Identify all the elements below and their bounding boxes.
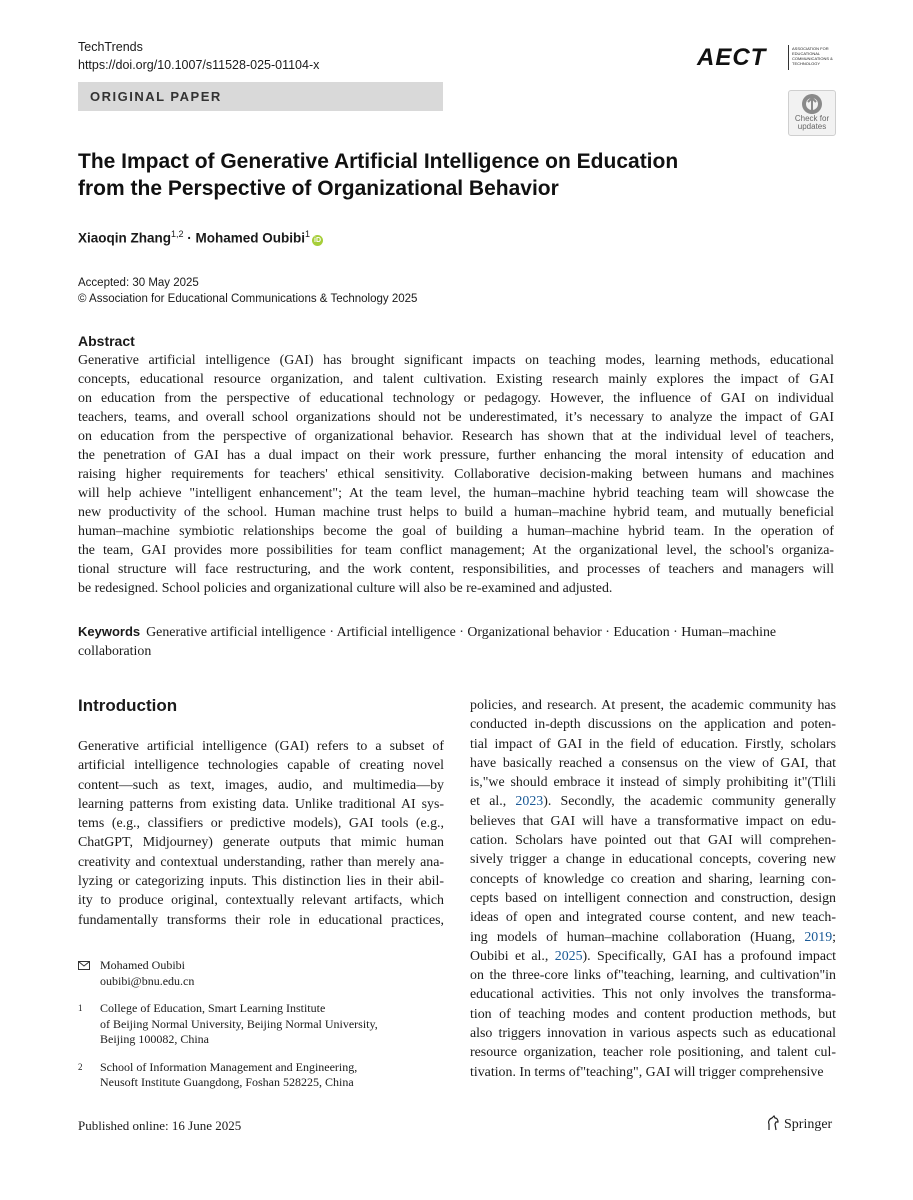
body-line: have basically reached a consensus on the view of GAI, that bbox=[470, 755, 836, 771]
copyright-line: © Association for Educational Communications & Technology 2025 bbox=[78, 293, 418, 305]
body-line: educational activities. This not only involves the transforma- bbox=[470, 987, 836, 1003]
published-date: Published online: 16 June 2025 bbox=[78, 1118, 242, 1133]
affiliation-2-mark: 2 bbox=[78, 1061, 83, 1072]
introduction-left-column bbox=[78, 737, 444, 930]
body-line: tial impact of GAI in the field of education. Firstly, scholars bbox=[470, 736, 836, 752]
aect-logo bbox=[697, 44, 837, 72]
body-line: Oubibi et al., 2025). Specifically, GAI has a profound impact bbox=[470, 948, 837, 964]
abstract-line: be redesigned. School policies and organizational culture will also be re-examined and adjusted. bbox=[78, 581, 613, 596]
affiliation-2 bbox=[78, 1060, 448, 1091]
author-1[interactable]: Xiaoqin Zhang bbox=[78, 230, 171, 246]
springer-logo bbox=[766, 1115, 832, 1133]
orcid-icon[interactable]: iD bbox=[314, 236, 322, 244]
corresponding-author-note bbox=[78, 958, 448, 989]
body-line: content—such as text, images, audio, and multimedia—by bbox=[78, 777, 444, 793]
body-line: et al., 2023). Secondly, the academic community generally bbox=[470, 794, 836, 810]
keywords-list: Generative artificial intelligence · Artificial intelligence · Organizational behavior · Education · Human–machine bbox=[146, 625, 777, 640]
abstract-text bbox=[78, 351, 834, 598]
body-line: ity to produce original, contextually relevant artifacts, which bbox=[78, 893, 444, 909]
citation-link[interactable]: 2019 bbox=[804, 929, 833, 945]
springer-horse-icon bbox=[766, 1115, 780, 1131]
title-line-2: from the Perspective of Organizational Behavior bbox=[78, 177, 559, 200]
abstract-line: raising higher requirements for teachers' ethical sensitivity. Collaborative decision-making between humans and machines bbox=[78, 467, 834, 482]
author-separator: · bbox=[183, 230, 196, 246]
body-line: resource organization, teacher role positioning, and talent cul- bbox=[470, 1045, 836, 1061]
corresponding-name: Mohamed Oubibi bbox=[100, 958, 185, 972]
introduction-heading: Introduction bbox=[78, 696, 178, 715]
body-line: sively trigger a change in educational concepts, covering new bbox=[470, 852, 836, 868]
accepted-date: Accepted: 30 May 2025 bbox=[78, 277, 199, 289]
doi-link[interactable]: https://doi.org/10.1007/s11528-025-01104-x bbox=[78, 58, 320, 72]
body-line: conducted in-depth discussions on the application and poten- bbox=[470, 717, 836, 733]
body-line: cepts based on intelligent connection and construction, design bbox=[470, 890, 836, 906]
footnotes bbox=[78, 958, 448, 1103]
keywords-label: Keywords bbox=[78, 624, 141, 639]
body-line: artificial intelligence technologies capable of creating novel bbox=[78, 758, 444, 774]
affiliation-1-line: College of Education, Smart Learning Institute bbox=[100, 1001, 326, 1015]
article-title bbox=[78, 148, 718, 202]
body-line: Generative artificial intelligence (GAI) refers to a subset of bbox=[78, 739, 444, 754]
crossmark-button[interactable] bbox=[788, 90, 836, 136]
body-line: also triggers innovation in various aspects such as educational bbox=[470, 1026, 836, 1042]
affiliation-1-line: of Beijing Normal University, Beijing Normal University, bbox=[100, 1016, 378, 1031]
body-line: lyzing or categorizing inputs. This distinction lies in their abil- bbox=[78, 874, 444, 890]
body-line: tems (e.g., classifiers or predictive models), GAI tools (e.g., bbox=[78, 816, 444, 832]
aect-logo-word: AECT bbox=[697, 44, 767, 71]
affiliation-2-line: School of Information Management and Engineering, bbox=[100, 1059, 358, 1074]
affiliation-2-line: Neusoft Institute Guangdong, Foshan 528225, China bbox=[100, 1075, 354, 1089]
body-line: tivation. In terms of"teaching", GAI will trigger comprehensive bbox=[470, 1064, 824, 1080]
journal-info bbox=[78, 38, 319, 74]
body-line: fundamentally transforms their role in educational practices, bbox=[78, 912, 444, 928]
affiliation-1 bbox=[78, 1001, 448, 1048]
abstract-line: tional structure will face restructuring, and the work content, responsibilities, and processes of teachers and managers will bbox=[78, 562, 834, 577]
corresponding-email[interactable]: oubibi@bnu.edu.cn bbox=[100, 973, 195, 988]
keywords-list-continued: collaboration bbox=[78, 644, 152, 659]
crossmark-label-2: updates bbox=[797, 122, 827, 131]
citation-link[interactable]: 2025 bbox=[554, 948, 583, 964]
citation-link[interactable]: 2023 bbox=[515, 794, 544, 810]
envelope-icon bbox=[78, 961, 90, 970]
abstract-line: concepts, educational resource organization, and talent cultivation. Existing research mainly explores the impact of GAI bbox=[78, 372, 834, 387]
body-line: creativity and contextual understanding, rather than merely ana- bbox=[78, 854, 444, 870]
abstract-line: human–machine symbiotic relationships become the goal of building a human–machine hybrid team. In the operation of bbox=[78, 524, 834, 539]
body-line: ideas of open and integrated course content, and new teach- bbox=[470, 910, 836, 926]
body-line: is,"we should embrace it instead of simply prohibiting it"(Tlili bbox=[470, 775, 836, 791]
abstract-line: the penetration of GAI has a dual impact on their work pressure, further enhancing the moral intensity of education and bbox=[78, 448, 834, 463]
abstract-line: on education from the perspective of organizational behavior. Research has shown that at the individual level of teachers, bbox=[78, 429, 834, 444]
abstract-heading: Abstract bbox=[78, 333, 135, 349]
introduction-right-column bbox=[470, 696, 836, 1082]
crossmark-label-1: Check for bbox=[794, 114, 830, 123]
crossmark-icon bbox=[801, 93, 823, 115]
body-line: ing models of human–machine collaboration (Huang, 2019; bbox=[470, 929, 836, 945]
abstract-line: teachers, teams, and overall school organizations should not be underestimated, it’s necessary to analyze the impact of GAI bbox=[78, 410, 834, 425]
body-line: tion of teaching modes and content production methods, but bbox=[470, 1006, 836, 1022]
springer-wordmark: Springer bbox=[784, 1117, 833, 1132]
affiliation-1-mark: 1 bbox=[78, 1003, 83, 1013]
abstract-line: new productivity of the school. Human machine trust helps to build a human–machine hybrid team, and mutually beneficial bbox=[78, 505, 834, 520]
article-type-badge bbox=[78, 82, 443, 111]
article-type-label: ORIGINAL PAPER bbox=[90, 89, 222, 104]
author-1-affiliation: 1,2 bbox=[171, 229, 184, 239]
aect-logo-subtitle: ASSOCIATION FOR EDUCATIONAL COMMUNICATIONS & TECHNOLOGY bbox=[792, 46, 833, 66]
article-dates bbox=[78, 275, 417, 307]
abstract-line: the team, GAI provides more possibilities for team conflict management; At the organizational level, the school's organiza- bbox=[78, 543, 834, 558]
author-2[interactable]: Mohamed Oubibi bbox=[195, 230, 306, 246]
body-line: believes that GAI will have a transformative impact on edu- bbox=[470, 813, 836, 829]
abstract-line: Generative artificial intelligence (GAI) has brought significant impacts on teaching modes, learning methods, educational bbox=[78, 353, 834, 368]
body-line: policies, and research. At present, the academic community has bbox=[470, 698, 836, 713]
author-2-affiliation: 1 bbox=[305, 229, 311, 239]
keywords bbox=[78, 622, 834, 661]
aect-logo-divider bbox=[788, 45, 789, 70]
body-line: learning patterns from existing data. Unlike traditional AI sys- bbox=[78, 796, 444, 812]
title-line-1: The Impact of Generative Artificial Intelligence on Education bbox=[78, 150, 679, 173]
body-line: concepts of knowledge co creation and sharing, learning con- bbox=[470, 871, 836, 887]
body-line: cation. Scholars have pointed out that GAI will comprehen- bbox=[470, 833, 836, 849]
body-line: on the three-core links of"teaching, learning, and cultivation"in bbox=[470, 968, 836, 984]
affiliation-1-line: Beijing 100082, China bbox=[100, 1032, 209, 1046]
abstract-line: will help achieve "intelligent enhancement"; At the team level, the human–machine hybrid teaching team will showcase the bbox=[78, 486, 834, 501]
journal-name: TechTrends bbox=[78, 40, 143, 54]
abstract-line: on education from the perspective of educational technology or pedagogy. However, the influence of GAI on individual bbox=[78, 391, 834, 406]
author-list bbox=[78, 229, 323, 246]
body-line: ChatGPT, Midjourney) generate outputs that mimic human bbox=[78, 835, 444, 851]
